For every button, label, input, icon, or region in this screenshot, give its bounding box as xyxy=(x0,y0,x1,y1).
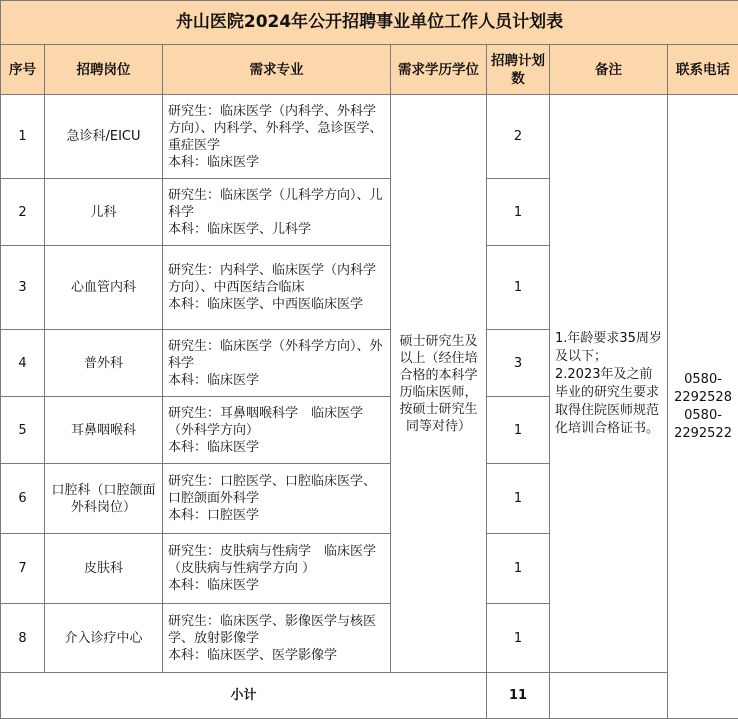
row-count: 1 xyxy=(487,534,550,604)
header-index: 序号 xyxy=(1,45,45,95)
major-postgrad: 研究生：临床医学（内科学、外科学方向）、内科学、外科学、急诊医学、重症医学 xyxy=(168,103,386,154)
phone-1: 0580-2292528 xyxy=(672,371,734,407)
row-index: 6 xyxy=(1,464,45,534)
row-count: 3 xyxy=(487,330,550,397)
header-education: 需求学历学位 xyxy=(391,45,487,95)
major-postgrad: 研究生：临床医学（外科学方向）、外科学 xyxy=(168,338,386,372)
major-postgrad: 研究生：内科学、临床医学（内科学方向）、中西医结合临床 xyxy=(168,262,386,296)
row-count: 1 xyxy=(487,604,550,673)
major-undergrad: 本科：临床医学 xyxy=(168,154,386,171)
row-index: 8 xyxy=(1,604,45,673)
row-index: 4 xyxy=(1,330,45,397)
row-index: 7 xyxy=(1,534,45,604)
subtotal-notes-empty xyxy=(550,673,668,719)
major-postgrad: 研究生：临床医学、影像医学与核医学、放射影像学 xyxy=(168,613,386,647)
phone-2: 0580-2292522 xyxy=(672,407,734,443)
header-phone: 联系电话 xyxy=(668,45,738,95)
row-index: 1 xyxy=(1,95,45,179)
major-undergrad: 本科：临床医学、儿科学 xyxy=(168,221,386,238)
row-count: 1 xyxy=(487,464,550,534)
row-position: 皮肤科 xyxy=(45,534,163,604)
major-undergrad: 本科：临床医学 xyxy=(168,372,386,389)
row-major xyxy=(163,95,391,179)
header-major: 需求专业 xyxy=(163,45,391,95)
major-undergrad: 本科：口腔医学 xyxy=(168,507,386,524)
table-title: 舟山医院2024年公开招聘事业单位工作人员计划表 xyxy=(1,1,738,45)
row-index: 3 xyxy=(1,246,45,330)
notes-cell xyxy=(550,95,668,673)
row-index: 2 xyxy=(1,179,45,246)
row-major xyxy=(163,179,391,246)
phone-cell xyxy=(668,95,738,719)
row-count: 2 xyxy=(487,95,550,179)
row-major xyxy=(163,604,391,673)
major-undergrad: 本科：临床医学 xyxy=(168,577,386,594)
row-major xyxy=(163,464,391,534)
row-position: 儿科 xyxy=(45,179,163,246)
header-count: 招聘计划数 xyxy=(487,45,550,95)
row-position: 耳鼻咽喉科 xyxy=(45,397,163,464)
header-row xyxy=(1,45,738,95)
table-row xyxy=(1,95,738,179)
education-requirement: 硕士研究生及以上（经住培合格的本科学历临床医师，按硕士研究生同等对待） xyxy=(391,95,487,673)
major-postgrad: 研究生：临床医学（儿科学方向）、儿科学 xyxy=(168,187,386,221)
subtotal-label: 小计 xyxy=(1,673,487,719)
major-undergrad: 本科：临床医学 xyxy=(168,439,386,456)
note-age: 1.年龄要求35周岁及以下； xyxy=(555,330,662,366)
row-position: 普外科 xyxy=(45,330,163,397)
subtotal-row xyxy=(1,673,738,719)
row-major xyxy=(163,246,391,330)
header-position: 招聘岗位 xyxy=(45,45,163,95)
major-postgrad: 研究生：口腔医学、口腔临床医学、口腔颌面外科学 xyxy=(168,473,386,507)
row-major xyxy=(163,534,391,604)
major-undergrad: 本科：临床医学、医学影像学 xyxy=(168,647,386,664)
row-count: 1 xyxy=(487,179,550,246)
row-position: 介入诊疗中心 xyxy=(45,604,163,673)
major-postgrad: 研究生：皮肤病与性病学 临床医学（皮肤病与性病学方向 ） xyxy=(168,543,386,577)
major-undergrad: 本科：临床医学、中西医临床医学 xyxy=(168,296,386,313)
header-notes: 备注 xyxy=(550,45,668,95)
row-position: 心血管内科 xyxy=(45,246,163,330)
row-position: 口腔科（口腔颌面外科岗位） xyxy=(45,464,163,534)
major-postgrad: 研究生：耳鼻咽喉科学 临床医学（外科学方向） xyxy=(168,405,386,439)
row-count: 1 xyxy=(487,397,550,464)
row-count: 1 xyxy=(487,246,550,330)
row-major xyxy=(163,397,391,464)
row-major xyxy=(163,330,391,397)
subtotal-value: 11 xyxy=(487,673,550,719)
note-certificate: 2.2023年及之前毕业的研究生要求取得住院医师规范化培训合格证书。 xyxy=(555,366,662,438)
row-position: 急诊科/EICU xyxy=(45,95,163,179)
row-index: 5 xyxy=(1,397,45,464)
